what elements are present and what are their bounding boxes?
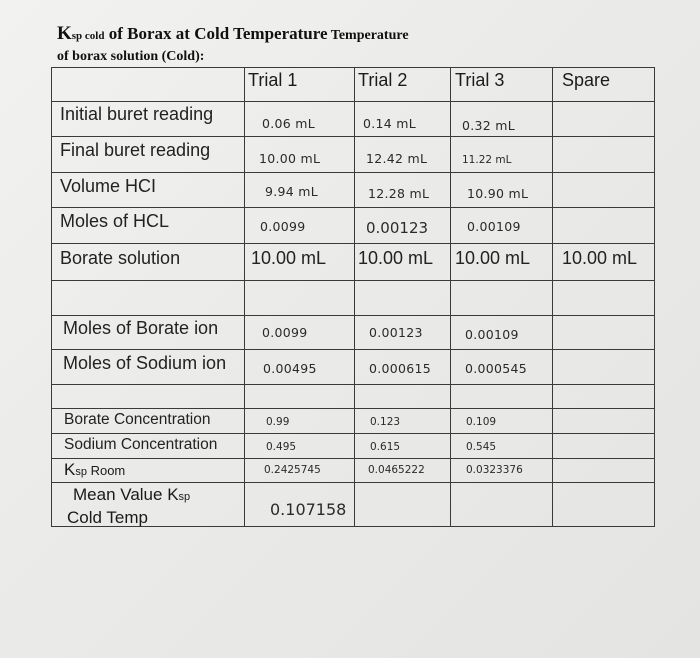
ksp-room-suffix: Room	[86, 463, 126, 478]
cell-moles-borate-trial-3: 0.00109	[465, 327, 519, 342]
header-trial-3: Trial 3	[455, 70, 505, 90]
cell-moles-sodium-trial-1: 0.00495	[263, 361, 317, 376]
row-label-initial-buret: Initial buret reading	[60, 104, 214, 124]
cell-volume-trial-3: 10.90 mL	[467, 186, 529, 201]
cell-moles-borate-trial-1: 0.0099	[262, 325, 308, 340]
cell-ksp-room-trial-3: 0.0323376	[466, 464, 523, 476]
header-trial-2: Trial 2	[358, 70, 408, 90]
row-label-moles-borate: Moles of Borate ion	[63, 318, 219, 338]
cell-moles-hcl-trial-3: 0.00109	[467, 219, 521, 234]
cell-volume-trial-1: 9.94 mL	[265, 184, 319, 199]
cell-borate-trial-2: 10.00 mL	[358, 248, 434, 268]
cell-final-trial-2: 12.42 mL	[366, 151, 428, 166]
row-label-borate-concentration: Borate Concentration	[64, 411, 211, 428]
title-tail: Temperature	[327, 28, 409, 43]
cell-borate-conc-trial-1: 0.99	[266, 416, 290, 428]
cell-volume-trial-2: 12.28 mL	[368, 186, 430, 201]
row-label-sodium-concentration: Sodium Concentration	[64, 436, 218, 453]
row-label-final-buret: Final buret reading	[60, 140, 211, 160]
title-subscript: sp cold	[71, 30, 105, 42]
row-label-borate-solution: Borate solution	[60, 248, 181, 268]
row-label-ksp-room	[64, 460, 125, 480]
title-subtitle: of borax solution (Cold):	[57, 49, 205, 64]
mean-value-text: Mean Value K	[73, 485, 179, 504]
cell-mean-value: 0.107158	[270, 500, 347, 519]
cell-ksp-room-trial-2: 0.0465222	[368, 464, 425, 476]
cell-borate-conc-trial-2: 0.123	[370, 416, 401, 428]
cell-initial-trial-3: 0.32 mL	[462, 118, 516, 133]
cell-borate-trial-3: 10.00 mL	[455, 248, 531, 268]
row-label-moles-hcl: Moles of HCL	[60, 211, 170, 231]
cell-ksp-room-trial-1: 0.2425745	[264, 464, 321, 476]
row-label-volume-hci: Volume HCI	[60, 176, 157, 196]
cell-moles-hcl-trial-2: 0.00123	[366, 219, 429, 237]
header-trial-1: Trial 1	[248, 70, 298, 90]
header-spare: Spare	[562, 70, 611, 90]
ksp-room-k: K	[64, 460, 76, 479]
cell-moles-sodium-trial-2: 0.000615	[369, 361, 432, 376]
mean-value-subscript: sp	[178, 491, 191, 503]
cell-sodium-conc-trial-2: 0.615	[370, 441, 401, 453]
cell-sodium-conc-trial-1: 0.495	[266, 441, 297, 453]
row-label-mean-value	[73, 485, 190, 505]
row-label-cold-temp: Cold Temp	[67, 508, 148, 527]
cell-final-trial-1: 10.00 mL	[259, 151, 321, 166]
cell-borate-conc-trial-3: 0.109	[466, 416, 497, 428]
cell-borate-spare: 10.00 mL	[562, 248, 638, 268]
row-label-moles-sodium: Moles of Sodium ion	[63, 353, 227, 373]
cell-initial-trial-1: 0.06 mL	[262, 116, 316, 131]
cell-moles-borate-trial-2: 0.00123	[369, 325, 423, 340]
cell-moles-hcl-trial-1: 0.0099	[260, 219, 306, 234]
cell-initial-trial-2: 0.14 mL	[363, 116, 417, 131]
cell-sodium-conc-trial-3: 0.545	[466, 441, 497, 453]
cell-borate-trial-1: 10.00 mL	[251, 248, 327, 268]
ksp-room-subscript: sp	[75, 466, 87, 478]
title-text: of Borax at Cold Temperature	[104, 24, 328, 43]
title-ksp: K	[57, 23, 72, 44]
cell-moles-sodium-trial-3: 0.000545	[465, 361, 528, 376]
cell-final-trial-3: 11.22 mL	[462, 154, 512, 166]
